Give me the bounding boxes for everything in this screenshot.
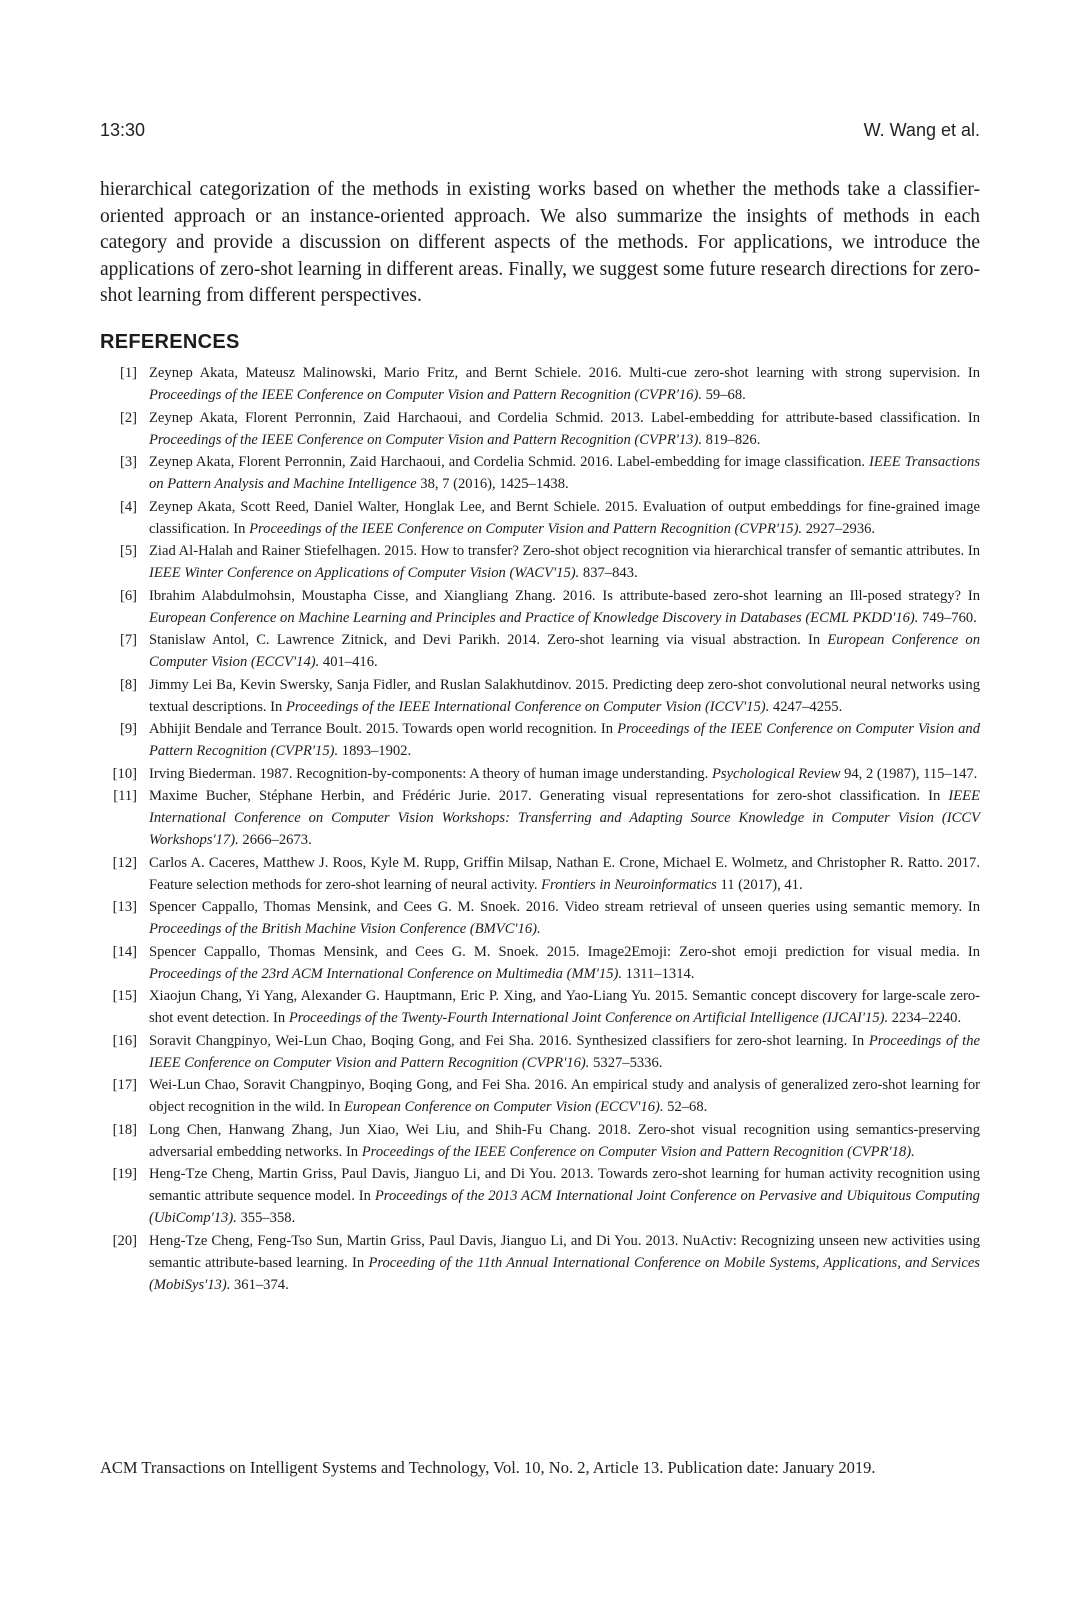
page-number: 13:30: [100, 120, 146, 140]
reference-item: [100, 763, 980, 785]
reference-venue: IEEE International Conference on Computer Vision Workshops: Transferring and Adapting Source Knowledge in Computer Vision (ICCV Workshops'17).: [149, 788, 980, 848]
reference-number: [14]: [112, 943, 137, 960]
reference-pages: 2927–2936.: [802, 520, 876, 537]
paper-page: [100, 0, 980, 1600]
reference-authors-title: Zeynep Akata, Florent Perronnin, Zaid Harchaoui, and Cordelia Schmid. 2013. Label-embedding for attribute-based classification. In: [149, 409, 980, 426]
reference-venue: European Conference on Computer Vision (ECCV'16).: [343, 1099, 664, 1115]
reference-authors-title: Maxime Bucher, Stéphane Herbin, and Frédéric Jurie. 2017. Generating visual representations for zero-shot classification. In: [149, 788, 949, 804]
reference-item: [100, 1119, 980, 1163]
reference-authors-title: Heng-Tze Cheng, Feng-Tso Sun, Martin Griss, Paul Davis, Jianguo Li, and Di You. 2013. NuActiv: Recognizing unseen new activities using semantic attribute-based learning. In: [149, 1232, 980, 1271]
reference-number: [17]: [112, 1077, 137, 1093]
reference-item: [100, 1074, 980, 1118]
reference-number: [13]: [112, 899, 137, 915]
reference-venue: Frontiers in Neuroinformatics: [541, 876, 717, 893]
reference-pages: 1893–1902.: [338, 743, 412, 759]
reference-venue: Proceedings of the IEEE International Conference on Computer Vision (ICCV'15).: [286, 698, 770, 715]
reference-item: [100, 496, 980, 540]
reference-pages: 1311–1314.: [622, 965, 695, 982]
reference-pages: 355–358.: [236, 1210, 296, 1226]
reference-venue: European Conference on Computer Vision (ECCV'14).: [149, 632, 981, 670]
reference-pages: 59–68.: [701, 387, 746, 403]
reference-venue: Proceedings of the IEEE Conference on Computer Vision and Pattern Recognition (CVPR'15).: [149, 721, 980, 759]
reference-authors-title: Soravit Changpinyo, Wei-Lun Chao, Boqing Gong, and Fei Sha. 2016. Synthesized classifiers for zero-shot learning. In: [149, 1032, 869, 1049]
reference-pages: 401–416.: [319, 654, 378, 670]
reference-number: [12]: [112, 854, 137, 871]
reference-list: [100, 362, 980, 1296]
reference-pages: 52–68.: [663, 1099, 708, 1115]
reference-pages: 11 (2017), 41.: [716, 876, 803, 893]
reference-item: [100, 407, 980, 451]
reference-item: [100, 1230, 980, 1296]
reference-number: [8]: [119, 676, 137, 693]
reference-authors-title: Heng-Tze Cheng, Martin Griss, Paul Davis, Jianguo Li, and Di You. 2013. Towards zero-shot learning for human activity recognition using semantic attribute sequence model. In: [149, 1166, 980, 1204]
reference-item: [100, 1030, 980, 1074]
reference-number: [4]: [119, 498, 137, 515]
reference-pages: 2234–2240.: [888, 1010, 962, 1026]
reference-item: [100, 629, 980, 673]
reference-number: [10]: [112, 765, 137, 782]
reference-pages: 837–843.: [579, 565, 638, 581]
reference-authors-title: Spencer Cappallo, Thomas Mensink, and Cees G. M. Snoek. 2016. Video stream retrieval of unseen queries using semantic memory. In: [149, 899, 980, 915]
reference-item: [100, 718, 980, 762]
running-authors: W. Wang et al.: [863, 120, 980, 140]
reference-venue: Proceedings of the IEEE Conference on Computer Vision and Pattern Recognition (CVPR'15).: [249, 520, 803, 537]
reference-number: [18]: [112, 1121, 137, 1138]
reference-authors-title: Long Chen, Hanwang Zhang, Jun Xiao, Wei Liu, and Shih-Fu Chang. 2018. Zero-shot visual recognition using semantics-preserving adversarial embedding networks. In: [149, 1121, 980, 1160]
reference-number: [5]: [119, 543, 137, 559]
reference-number: [15]: [112, 988, 137, 1004]
reference-number: [9]: [119, 721, 137, 737]
reference-venue: Proceedings of the Twenty-Fourth International Joint Conference on Artificial Intelligence (IJCAI'15).: [288, 1010, 889, 1026]
reference-authors-title: Wei-Lun Chao, Soravit Changpinyo, Boqing Gong, and Fei Sha. 2016. An empirical study and analysis of generalized zero-shot learning for object recognition in the wild. In: [149, 1077, 980, 1115]
reference-authors-title: Spencer Cappallo, Thomas Mensink, and Cees G. M. Snoek. 2015. Image2Emoji: Zero-shot emoji prediction for visual media. In: [149, 943, 980, 960]
reference-number: [7]: [119, 632, 137, 648]
reference-item: [100, 674, 980, 718]
conclusion-paragraph: hierarchical categorization of the methods in existing works based on whether the methods take a classifier-oriented approach or an instance-oriented approach. We also summarize the insights of methods in each category and provide a discussion on different aspects of the methods. For applications, we introduce the applications of zero-shot learning in different areas. Finally, we suggest some future research directions for zero-shot learning from different perspectives.: [100, 179, 980, 306]
reference-item: [100, 451, 980, 495]
reference-pages: 5327–5336.: [589, 1054, 663, 1071]
reference-number: [1]: [119, 365, 137, 381]
reference-authors-title: Xiaojun Chang, Yi Yang, Alexander G. Hauptmann, Eric P. Xing, and Yao-Liang Yu. 2015. Semantic concept discovery for large-scale zero-shot event detection. In: [149, 988, 980, 1026]
reference-authors-title: Zeynep Akata, Mateusz Malinowski, Mario Fritz, and Bernt Schiele. 2016. Multi-cue zero-shot learning with strong supervision. In: [149, 365, 980, 381]
journal-footer: ACM Transactions on Intelligent Systems and Technology, Vol. 10, No. 2, Article 13. Publication date: January 2019.: [100, 1458, 876, 1477]
reference-authors-title: Ibrahim Alabdulmohsin, Moustapha Cisse, and Xiangliang Zhang. 2016. Is attribute-based zero-shot learning an Ill-posed strategy? In: [149, 587, 980, 604]
reference-venue: Proceedings of the British Machine Vision Conference (BMVC'16).: [149, 921, 541, 937]
reference-venue: IEEE Winter Conference on Applications of Computer Vision (WACV'15).: [149, 565, 580, 581]
reference-authors-title: Zeynep Akata, Scott Reed, Daniel Walter, Honglak Lee, and Bernt Schiele. 2015. Evaluation of output embeddings for fine-grained image classification. In: [149, 498, 980, 537]
reference-pages: 749–760.: [918, 609, 977, 626]
reference-number: [20]: [112, 1232, 137, 1249]
reference-item: [100, 362, 980, 406]
reference-venue: Proceedings of the IEEE Conference on Computer Vision and Pattern Recognition (CVPR'16).: [149, 1032, 980, 1071]
reference-pages: 94, 2 (1987), 115–147.: [840, 765, 978, 782]
reference-number: [3]: [119, 454, 137, 470]
reference-item: [100, 941, 980, 985]
reference-venue: Proceedings of the IEEE Conference on Computer Vision and Pattern Recognition (CVPR'16).: [149, 387, 702, 403]
reference-item: [100, 852, 980, 896]
references-heading: REFERENCES: [100, 331, 240, 353]
reference-item: [100, 540, 980, 584]
reference-venue: Proceedings of the 23rd ACM International Conference on Multimedia (MM'15).: [149, 965, 623, 982]
reference-pages: 38, 7 (2016), 1425–1438.: [416, 476, 569, 492]
reference-number: [16]: [112, 1032, 137, 1049]
reference-venue: Psychological Review: [711, 765, 841, 782]
reference-number: [19]: [112, 1166, 137, 1182]
reference-authors-title: Irving Biederman. 1987. Recognition-by-components: A theory of human image understanding.: [149, 765, 712, 782]
reference-authors-title: Carlos A. Caceres, Matthew J. Roos, Kyle M. Rupp, Griffin Milsap, Nathan E. Crone, Michael E. Wolmetz, and Christopher R. Ratto. 2017. Feature selection methods for zero-shot learning of neural activity.: [149, 854, 980, 893]
reference-authors-title: Stanislaw Antol, C. Lawrence Zitnick, and Devi Parikh. 2014. Zero-shot learning via visual abstraction. In: [149, 632, 828, 648]
reference-number: [6]: [119, 587, 137, 604]
reference-venue: IEEE Transactions on Pattern Analysis and Machine Intelligence: [149, 454, 980, 492]
reference-number: [2]: [119, 409, 137, 426]
reference-venue: Proceedings of the 2013 ACM International Joint Conference on Pervasive and Ubiquitous Computing (UbiComp'13).: [149, 1188, 980, 1226]
reference-venue: Proceedings of the IEEE Conference on Computer Vision and Pattern Recognition (CVPR'13).: [149, 431, 702, 448]
reference-authors-title: Abhijit Bendale and Terrance Boult. 2015. Towards open world recognition. In: [149, 721, 618, 737]
reference-item: [100, 1163, 980, 1229]
reference-number: [11]: [113, 788, 137, 804]
reference-venue: European Conference on Machine Learning and Principles and Practice of Knowledge Discovery in Databases (ECML PKDD'16).: [149, 609, 919, 626]
reference-authors-title: Ziad Al-Halah and Rainer Stiefelhagen. 2015. How to transfer? Zero-shot object recognition via hierarchical transfer of semantic attributes. In: [149, 543, 980, 559]
reference-pages: 819–826.: [701, 431, 761, 448]
reference-pages: 2666–2673.: [238, 832, 312, 848]
reference-venue: Proceeding of the 11th Annual International Conference on Mobile Systems, Applications, and Services (MobiSys'13).: [149, 1254, 980, 1293]
reference-item: [100, 985, 980, 1029]
reference-item: [100, 896, 980, 940]
reference-pages: 4247–4255.: [769, 698, 843, 715]
reference-authors-title: Jimmy Lei Ba, Kevin Swersky, Sanja Fidler, and Ruslan Salakhutdinov. 2015. Predicting deep zero-shot convolutional neural networks using textual descriptions. In: [149, 676, 980, 715]
reference-item: [100, 585, 980, 629]
reference-item: [100, 785, 980, 851]
reference-venue: Proceedings of the IEEE Conference on Computer Vision and Pattern Recognition (CVPR'18).: [361, 1143, 915, 1160]
reference-pages: 361–374.: [230, 1276, 289, 1293]
reference-authors-title: Zeynep Akata, Florent Perronnin, Zaid Harchaoui, and Cordelia Schmid. 2016. Label-embedding for image classification.: [149, 454, 870, 470]
